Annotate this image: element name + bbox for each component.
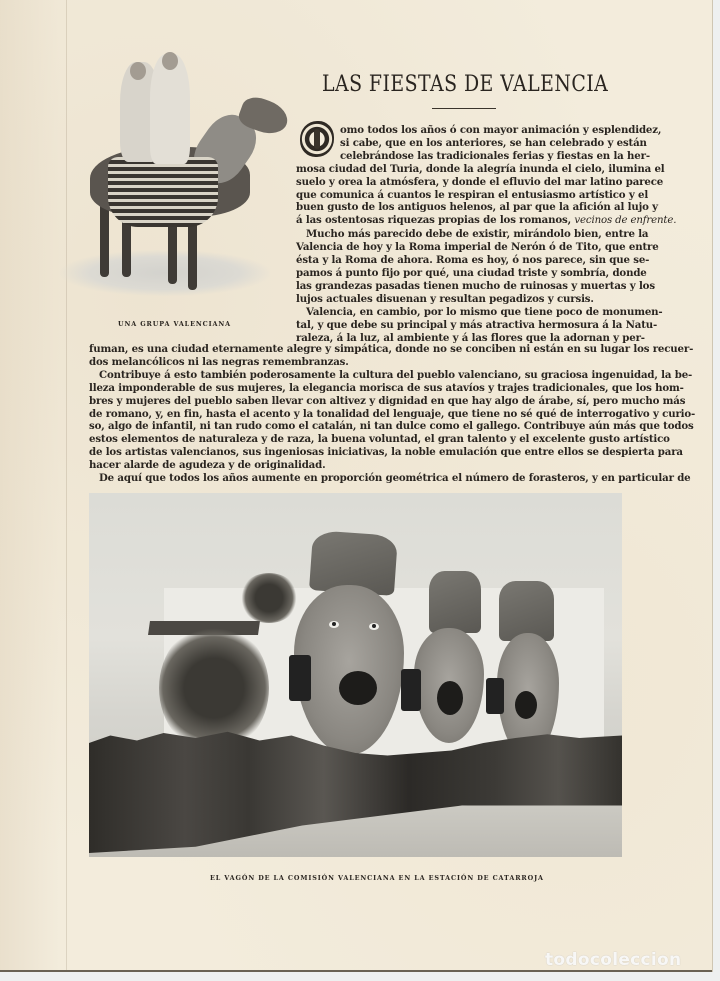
text-line: pamos á punto fijo por qué, una ciudad triste y sombría, donde [296, 266, 647, 279]
giant-head-hat [499, 581, 554, 641]
article-body-full-width [89, 343, 696, 485]
text-line: Valencia de hoy y la Roma imperial de Nerón ó de Tito, que entre [296, 241, 659, 254]
horse-caption: UNA GRUPA VALENCIANA [118, 320, 231, 328]
rider-head [162, 52, 178, 70]
italic-phrase: vecinos de enfrente. [574, 215, 677, 227]
side-panel [401, 669, 421, 711]
mask-mouth [339, 671, 377, 705]
text-line: mosa ciudad del Turia, donde la alegría inunda el cielo, ilumina el [296, 162, 665, 175]
mask-eye [369, 623, 379, 630]
text-line: dos melancólicos ni las negras remembranzas. [89, 355, 349, 368]
text-line: que comunica á cuantos le respiran el entusiasmo artístico y el [296, 188, 649, 201]
foliage-decoration [159, 623, 269, 753]
text-line: so, algo de infantil, ni tan rudo como el catalán, ni tan dulce como el gallego. Contribuye aún más que todos [89, 420, 694, 433]
mask-mouth [515, 691, 537, 719]
text-line: fuman, es una ciudad eternamente alegre y simpática, donde no se conciben ni están en su lugar los recuer- [89, 343, 694, 355]
text-segment: á las ostentosas riquezas propias de los romanos, [296, 214, 572, 227]
text-line: las grandezas pasadas tienen mucho de ruinosas y muertas y los [296, 279, 655, 292]
text-line: lleza imponderable de sus mujeres, la elegancia morisca de sus atavíos y trajes tradicionales, que los hom- [89, 381, 684, 394]
wagon-photograph [89, 493, 622, 857]
ground-shadow [60, 250, 270, 296]
text-line: Contribuye á esto también poderosamente la cultura del pueblo valenciano, su graciosa ingenuidad, la be- [99, 368, 693, 381]
text-line: tal, y que debe su principal y más atractiva hermosura á la Natu- [296, 318, 658, 331]
text-line: celebrándose las tradicionales ferias y fiestas en la her- [340, 149, 650, 162]
text-line: Valencia, en cambio, por lo mismo que tiene poco de monumen- [306, 305, 663, 318]
text-line: De aquí que todos los años aumente en proporción geométrica el número de forasteros, y en particular de [99, 472, 691, 485]
rider-head [130, 62, 146, 80]
giant-head-hat [429, 571, 481, 633]
text-line: si cabe, que en los anteriores, se han celebrado y están [340, 136, 647, 149]
horse-illustration [50, 52, 295, 302]
rider-man [150, 54, 190, 164]
text-line: de romano, y, en fin, hasta el acento y la tonalidad del lenguaje, que tiene no sé qué de interrogativo y curio- [89, 407, 696, 420]
side-panel [289, 655, 311, 701]
text-line: omo todos los años ó con mayor animación y esplendidez, [340, 124, 662, 136]
text-line: raleza, á la luz, al ambiente y á las flores que la adornan y per- [296, 331, 645, 344]
side-panel [486, 678, 504, 714]
text-line-with-italic [296, 214, 677, 228]
text-line: Mucho más parecido debe de existir, mirándolo bien, entre la [306, 228, 649, 241]
text-line: hacer alarde de agudeza y de originalidad. [89, 459, 326, 472]
text-line: suelo y orea la atmósfera, y donde el efluvio del mar latino parece [296, 175, 664, 188]
foliage-decoration [239, 573, 299, 623]
text-line: bres y mujeres del pueblo saben llevar con altivez y dignidad en que hay algo de árabe, sí, pero mucho más [89, 394, 686, 407]
horse-leg [100, 202, 109, 277]
article-title: LAS FIESTAS DE VALENCIA [322, 72, 609, 97]
text-line: de los artistas valencianos, sus ingeniosas iniciativas, la noble emulación que entre ellos se despierta para [89, 446, 683, 459]
text-line: buen gusto de los antiguos helenos, al par que la afición al lujo y [296, 201, 658, 214]
wagon-caption: EL VAGÓN DE LA COMISIÓN VALENCIANA EN LA ESTACIÓN DE CATARROJA [210, 874, 544, 882]
watermark-logo: todocoleccion [545, 950, 682, 970]
text-line: estos elementos de naturaleza y de raza, la buena voluntad, el gran talento y el excelente gusto artístico [89, 433, 670, 446]
text-line: lujos actuales disuenan y resultan pegadizos y cursis. [296, 292, 594, 305]
text-line: ésta y la Roma de ahora. Roma es hoy, ó nos parece, sin que se- [296, 254, 650, 267]
title-underline [432, 108, 496, 109]
mask-mouth [437, 681, 463, 715]
article-column-right [296, 124, 677, 344]
mask-eye [329, 621, 339, 628]
saddle-blanket [108, 157, 218, 227]
